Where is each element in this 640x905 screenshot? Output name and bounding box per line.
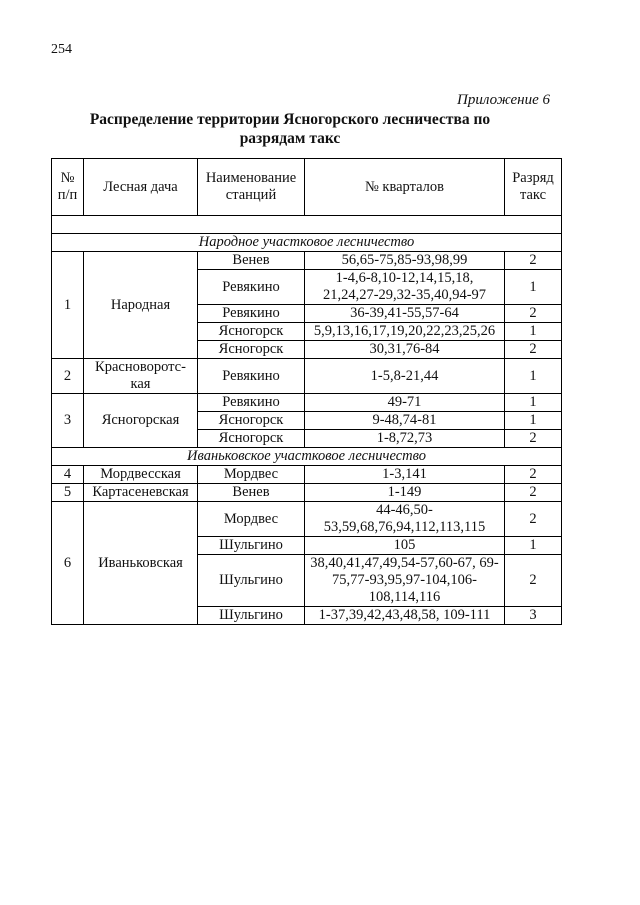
cell-quarters: 1-5,8-21,44 [305, 359, 505, 394]
cell-rank: 1 [505, 394, 562, 412]
header-rank: Разряд такс [505, 159, 562, 216]
cell-num: 4 [52, 466, 84, 484]
cell-quarters: 36-39,41-55,57-64 [305, 305, 505, 323]
table-row [52, 484, 562, 502]
header-quarters: № кварталов [305, 159, 505, 216]
header-dacha: Лесная дача [84, 159, 198, 216]
cell-station: Мордвес [198, 466, 305, 484]
cell-dacha: Красноворотс- кая [84, 359, 198, 394]
cell-quarters: 1-8,72,73 [305, 430, 505, 448]
title-line-1: Распределение территории Ясногорского лесничества по [89, 111, 491, 128]
cell-quarters: 5,9,13,16,17,19,20,22,23,25,26 [305, 323, 505, 341]
cell-station: Ревякино [198, 270, 305, 305]
cell-quarters: 1-4,6-8,10-12,14,15,18, 21,24,27-29,32-35,40,94-97 [305, 270, 505, 305]
cell-quarters: 9-48,74-81 [305, 412, 505, 430]
cell-rank: 1 [505, 359, 562, 394]
cell-station: Ревякино [198, 359, 305, 394]
cell-rank: 2 [505, 502, 562, 537]
cell-station: Венев [198, 252, 305, 270]
cell-quarters: 38,40,41,47,49,54-57,60-67, 69-75,77-93,95,97-104,106- 108,114,116 [305, 555, 505, 607]
cell-station: Венев [198, 484, 305, 502]
cell-station: Шульгино [198, 555, 305, 607]
cell-rank: 2 [505, 555, 562, 607]
section-row [52, 448, 562, 466]
cell-rank: 2 [505, 305, 562, 323]
table-body [52, 216, 562, 625]
cell-station: Ясногорск [198, 341, 305, 359]
cell-quarters: 1-3,141 [305, 466, 505, 484]
table-row [52, 502, 562, 537]
header-row [52, 159, 562, 216]
title-line-2: разрядам такс [239, 130, 341, 147]
cell-quarters: 105 [305, 537, 505, 555]
cell-quarters: 56,65-75,85-93,98,99 [305, 252, 505, 270]
header-station: Наименование станций [198, 159, 305, 216]
cell-rank: 2 [505, 466, 562, 484]
cell-quarters: 49-71 [305, 394, 505, 412]
cell-quarters: 1-37,39,42,43,48,58, 109-111 [305, 607, 505, 625]
table-row [52, 359, 562, 394]
cell-rank: 1 [505, 412, 562, 430]
cell-rank: 3 [505, 607, 562, 625]
cell-rank: 1 [505, 323, 562, 341]
cell-quarters: 30,31,76-84 [305, 341, 505, 359]
cell-station: Ясногорск [198, 412, 305, 430]
page-title [60, 110, 520, 148]
forest-table [51, 158, 562, 625]
cell-dacha: Картасеневская [84, 484, 198, 502]
spacer-row [52, 216, 562, 234]
cell-dacha: Мордвесская [84, 466, 198, 484]
cell-num: 2 [52, 359, 84, 394]
section-title: Народное участковое лесничество [52, 234, 562, 252]
cell-station: Ясногорск [198, 430, 305, 448]
cell-quarters: 1-149 [305, 484, 505, 502]
section-row [52, 234, 562, 252]
cell-station: Шульгино [198, 537, 305, 555]
cell-num: 6 [52, 502, 84, 625]
cell-dacha: Ясногорская [84, 394, 198, 448]
section-title: Иваньковское участковое лесничество [52, 448, 562, 466]
cell-rank: 2 [505, 252, 562, 270]
cell-num: 5 [52, 484, 84, 502]
cell-rank: 2 [505, 484, 562, 502]
table-row [52, 394, 562, 412]
cell-rank: 1 [505, 537, 562, 555]
page-number: 254 [51, 42, 72, 57]
cell-station: Шульгино [198, 607, 305, 625]
table-row [52, 252, 562, 270]
cell-station: Ревякино [198, 305, 305, 323]
cell-num: 1 [52, 252, 84, 359]
table-row [52, 466, 562, 484]
cell-num: 3 [52, 394, 84, 448]
cell-station: Ясногорск [198, 323, 305, 341]
cell-rank: 2 [505, 430, 562, 448]
header-num: № п/п [52, 159, 84, 216]
cell-dacha: Народная [84, 252, 198, 359]
cell-station: Мордвес [198, 502, 305, 537]
cell-quarters: 44-46,50- 53,59,68,76,94,112,113,115 [305, 502, 505, 537]
cell-rank: 2 [505, 341, 562, 359]
appendix-label: Приложение 6 [457, 92, 550, 108]
cell-rank: 1 [505, 270, 562, 305]
cell-station: Ревякино [198, 394, 305, 412]
cell-dacha: Иваньковская [84, 502, 198, 625]
